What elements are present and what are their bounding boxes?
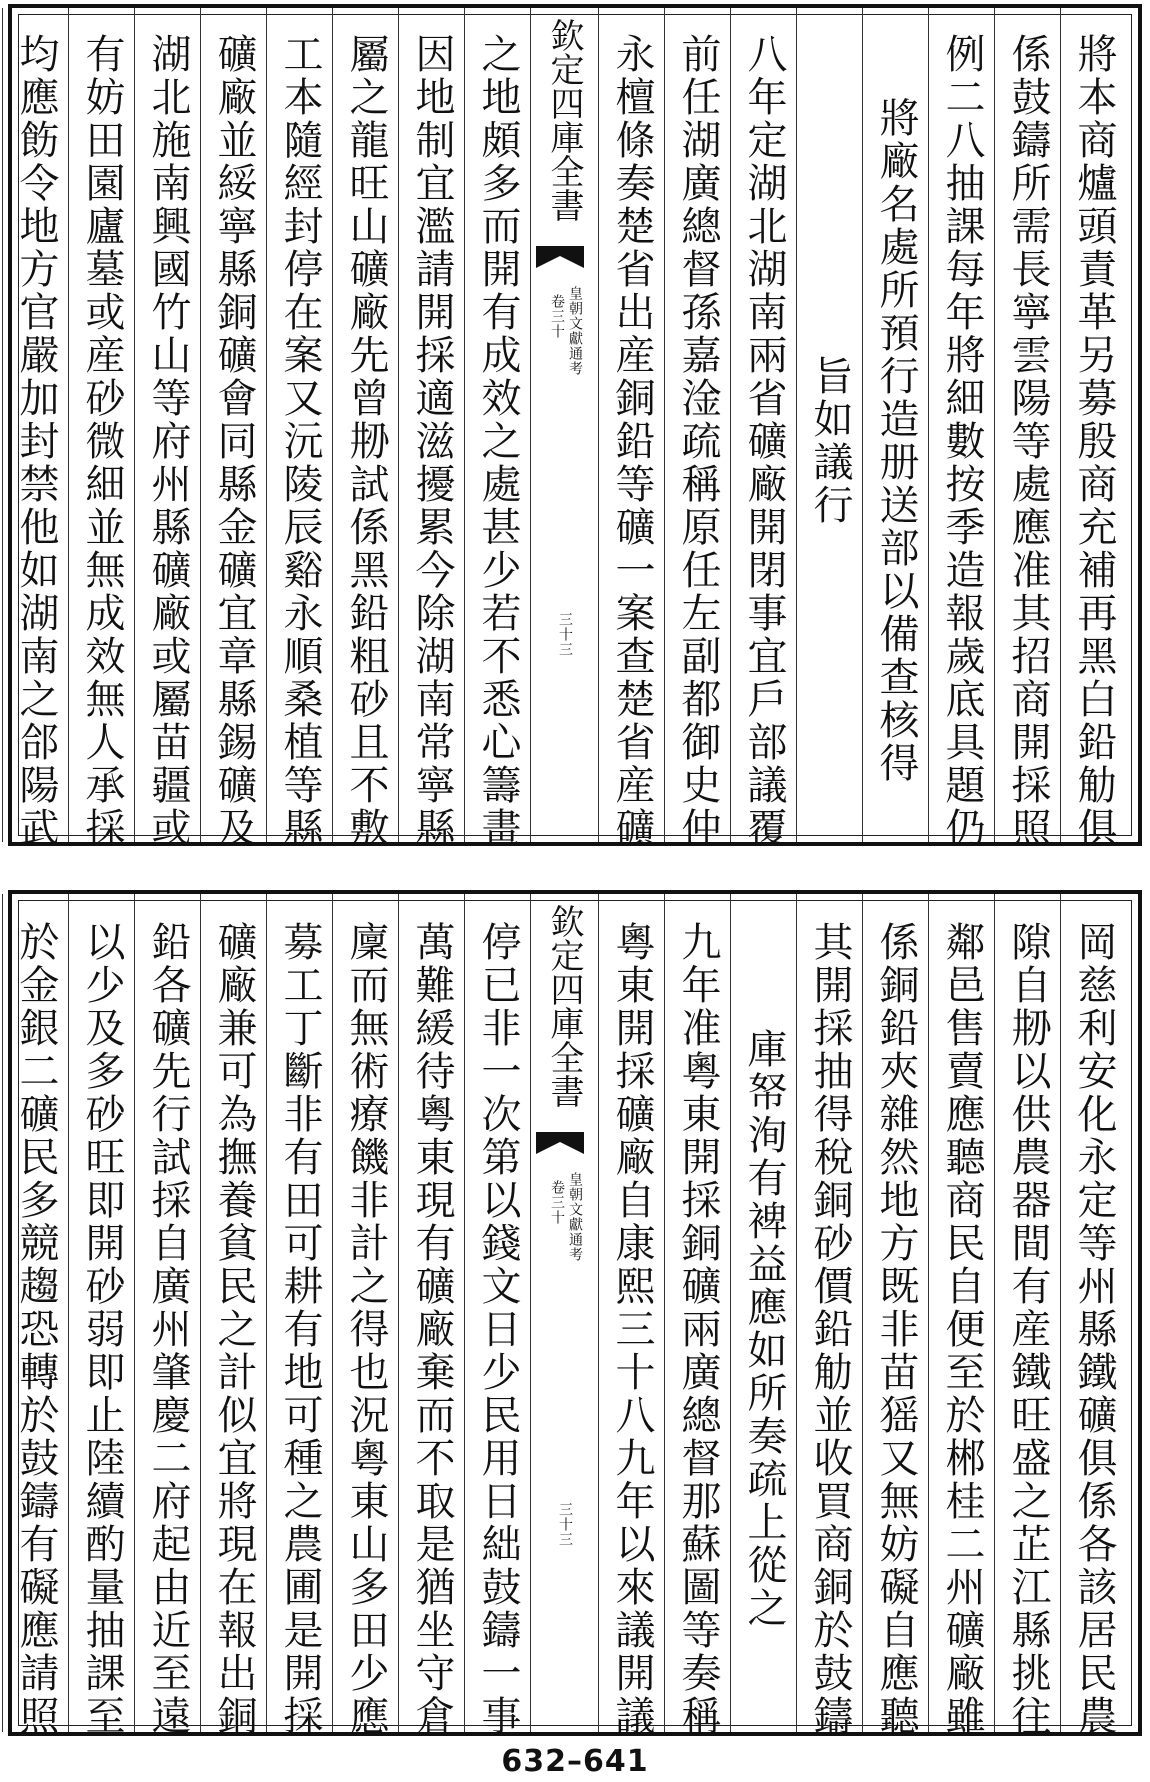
text-column: 廩而無術療饑非計之得也況粵東山多田少應 — [343, 920, 389, 1738]
text-column: 係鼓鑄所需長寧雲陽等處應准其招商開採照 — [1005, 32, 1051, 850]
folio-number: 三十三 — [557, 1502, 573, 1547]
volume-label: 卷三十 — [549, 294, 565, 339]
text-column: 旨如議行 — [807, 355, 853, 527]
volume-label: 卷三十 — [549, 1180, 565, 1225]
column-rule — [2, 894, 3, 1732]
book-title: 欽定四庫全書 — [544, 18, 584, 222]
sub-title: 皇朝文獻通考 — [567, 1172, 583, 1262]
text-column: 礦廠並綏寧縣銅礦會同縣金礦宜章縣錫礦及 — [211, 32, 257, 850]
text-column: 庫帑洵有裨益應如所奏疏上從之 — [741, 1028, 787, 1630]
text-column: 粵東開採礦廠自康熙三十八九年以來議開議 — [609, 920, 655, 1738]
sub-title: 皇朝文獻通考 — [567, 286, 583, 376]
text-column: 因地制宜濫請開採適滋擾累今除湖南常寧縣 — [409, 32, 455, 850]
text-column: 前任湖廣總督孫嘉淦疏稱原任左副都御史仲 — [675, 32, 721, 850]
folio-number: 三十三 — [557, 612, 573, 657]
fish-tail-icon — [534, 246, 586, 268]
text-column: 鉛各礦先行試採自廣州肇慶二府起由近至遠 — [145, 920, 191, 1738]
center-strip — [530, 894, 598, 1732]
text-column: 九年准粵東開採銅礦兩廣總督那蘇圖等奏稱 — [675, 920, 721, 1738]
text-column: 隙自刱以供農器間有産鐵旺盛之芷江縣挑往 — [1005, 920, 1051, 1738]
text-column: 永檀條奏楚省出産銅鉛等礦一案查楚省産礦 — [609, 32, 655, 850]
text-column: 將廠名處所預行造册送部以備查核得 — [873, 97, 919, 785]
book-title: 欽定四庫全書 — [544, 904, 584, 1108]
text-column: 礦廠兼可為撫養貧民之計似宜將現在報出銅 — [211, 920, 257, 1738]
text-column: 例二八抽課每年將細數按季造報歲底具題仍 — [939, 32, 985, 850]
text-column: 屬之龍旺山礦廠先曾刱試係黑鉛粗砂且不敷 — [343, 32, 389, 850]
text-column: 萬難緩待粵東現有礦廠棄而不取是猶坐守倉 — [409, 920, 455, 1738]
column-rule — [2, 8, 3, 842]
text-column: 以少及多砂旺即開砂弱即止陸續酌量抽課至 — [79, 920, 125, 1738]
center-strip — [530, 8, 598, 842]
text-column: 之地頗多而開有成效之處甚少若不悉心籌畫 — [475, 32, 521, 850]
text-column: 其開採抽得稅銅砂價鉛觔並收買商銅於鼓鑄 — [807, 920, 853, 1738]
text-column: 湖北施南興國竹山等府州縣礦廠或屬苗疆或 — [145, 32, 191, 850]
text-column: 均應飭令地方官嚴加封禁他如湖南之郃陽武 — [13, 32, 59, 850]
top-page-panel — [8, 4, 1142, 850]
column-rule — [598, 8, 599, 842]
text-column: 有妨田園廬墓或産砂微細並無成效無人承採 — [79, 32, 125, 850]
text-column: 將本商爐頭責革另募殷商充補再黑白鉛觔俱 — [1071, 32, 1117, 850]
page-identifier: 632–641 — [501, 1744, 649, 1779]
fish-tail-icon — [534, 1132, 586, 1154]
text-column: 係銅鉛夾雜然地方既非苗猺又無妨礙自應聽 — [873, 920, 919, 1738]
text-column: 募工丁斷非有田可耕有地可種之農圃是開採 — [277, 920, 323, 1738]
text-column: 八年定湖北湖南兩省礦廠開閉事宜戶部議覆 — [741, 32, 787, 850]
text-column: 停已非一次第以錢文日少民用日絀鼓鑄一事 — [475, 920, 521, 1738]
column-rule — [598, 894, 599, 1732]
bottom-page-panel — [8, 890, 1142, 1736]
text-column: 工本隨經封停在案又沅陵辰谿永順桑植等縣 — [277, 32, 323, 850]
text-column: 於金銀二礦民多競趨恐轉於鼓鑄有礙應請照 — [13, 920, 59, 1738]
text-column: 鄰邑售賣應聽商民自便至於郴桂二州礦廠雖 — [939, 920, 985, 1738]
text-column: 岡慈利安化永定等州縣鐵礦俱係各該居民農 — [1071, 920, 1117, 1738]
